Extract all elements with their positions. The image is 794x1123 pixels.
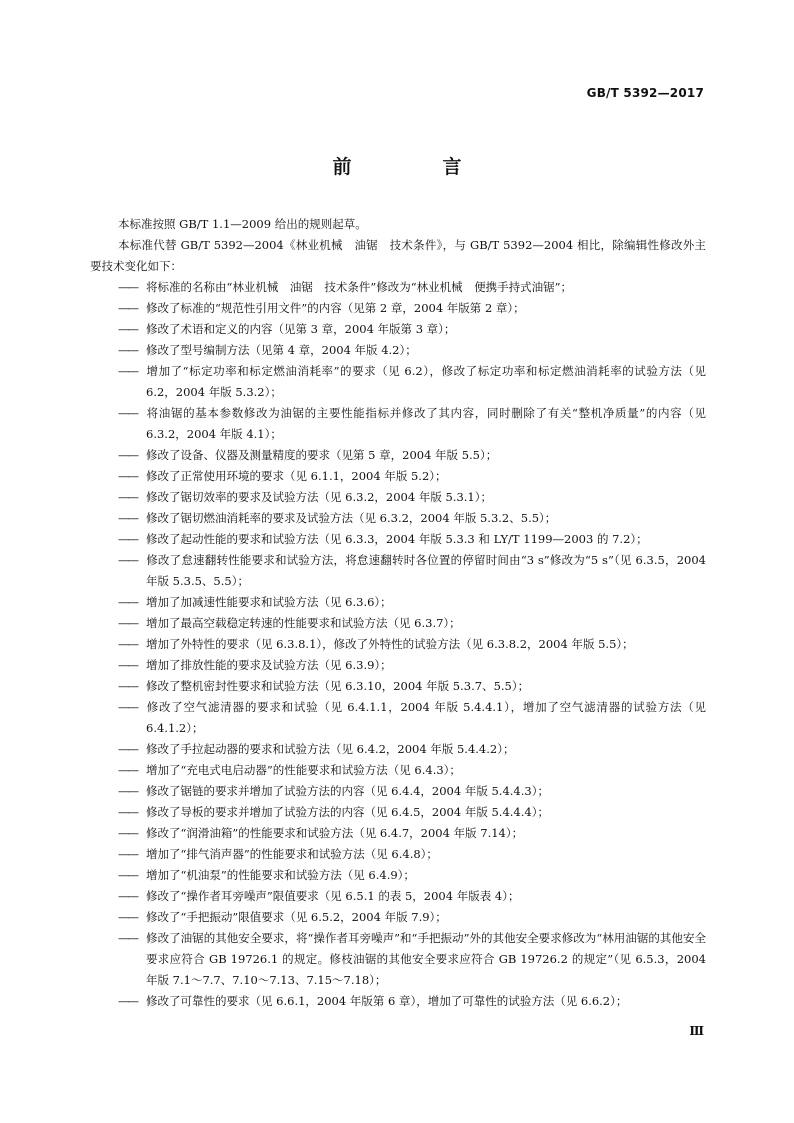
list-item <box>90 928 706 991</box>
list-dash: —— <box>118 280 137 294</box>
list-item <box>90 907 706 928</box>
list-item <box>90 802 706 823</box>
list-item <box>90 340 706 361</box>
page-title: 前 言 <box>332 156 498 178</box>
list-dash: —— <box>118 511 137 525</box>
list-dash: —— <box>118 868 137 882</box>
standard-code-header: GB/T 5392—2017 <box>586 86 704 100</box>
list-dash: —— <box>118 826 137 840</box>
list-item <box>90 613 706 634</box>
list-dash: —— <box>118 553 137 567</box>
list-item-text: 修改了锯切效率的要求及试验方法（见 6.3.2，2004 年版 5.3.1）； <box>146 490 493 504</box>
list-dash: —— <box>118 847 137 861</box>
paragraph-replacement-statement: 本标准代替 GB/T 5392—2004《林业机械 油锯 技术条件》，与 GB/T 5392—2004 相比，除编辑性修改外主要技术变化如下： <box>90 238 706 273</box>
list-dash: —— <box>118 364 137 378</box>
list-dash: —— <box>118 616 137 630</box>
list-dash: —— <box>118 322 137 336</box>
change-list <box>90 277 706 1012</box>
list-dash: —— <box>118 910 137 924</box>
list-dash: —— <box>118 784 137 798</box>
list-item <box>90 529 706 550</box>
list-item-text: 修改了手拉起动器的要求和试验方法（见 6.4.2，2004 年版 5.4.4.2）； <box>146 742 515 756</box>
list-item-text: 修改了“润滑油箱”的性能要求和试验方法（见 6.4.7，2004 年版 7.14）； <box>146 826 524 840</box>
list-item <box>90 865 706 886</box>
list-item-text: 修改了起动性能的要求和试验方法（见 6.3.3，2004 年版 5.3.3 和 LY/T 1199—2003 的 7.2）； <box>146 532 648 546</box>
list-dash: —— <box>118 994 137 1008</box>
list-item <box>90 277 706 298</box>
list-item-text: 修改了正常使用环境的要求（见 6.1.1，2004 年版 5.2）； <box>146 469 447 483</box>
list-dash: —— <box>118 805 137 819</box>
list-item-text: 增加了加减速性能要求和试验方法（见 6.3.6）； <box>146 595 392 609</box>
list-dash: —— <box>118 469 137 483</box>
list-item <box>90 676 706 697</box>
list-item-text: 修改了术语和定义的内容（见第 3 章，2004 年版第 3 章）； <box>146 322 456 336</box>
list-item-text: 增加了“排气消声器”的性能要求和试验方法（见 6.4.8）； <box>146 847 438 861</box>
list-item-text: 增加了“标定功率和标定燃油消耗率”的要求（见 6.2），修改了标定功率和标定燃油消耗率的试验方法（见 6.2，2004 年版 5.3.2）； <box>146 364 706 399</box>
list-item <box>90 739 706 760</box>
list-item-text: 增加了“充电式电启动器”的性能要求和试验方法（见 6.4.3）； <box>146 763 461 777</box>
list-dash: —— <box>118 931 137 945</box>
list-item <box>90 592 706 613</box>
list-item-text: 将标准的名称由“林业机械 油锯 技术条件”修改为“林业机械 便携手持式油锯”； <box>146 280 573 294</box>
list-item-text: 修改了可靠性的要求（见 6.6.1，2004 年版第 6 章），增加了可靠性的试验方法（见 6.6.2）； <box>146 994 628 1008</box>
paragraph-drafting-rules: 本标准按照 GB/T 1.1—2009 给出的规则起草。 <box>118 217 367 231</box>
list-item-text: 修改了标准的“规范性引用文件”的内容（见第 2 章，2004 年版第 2 章）； <box>146 301 525 315</box>
list-item <box>90 298 706 319</box>
list-item-text: 修改了“操作者耳旁噪声”限值要求（见 6.5.1 的表 5，2004 年版表 4）； <box>146 889 520 903</box>
list-item <box>90 487 706 508</box>
list-item <box>90 655 706 676</box>
list-item-text: 增加了外特性的要求（见 6.3.8.1），修改了外特性的试验方法（见 6.3.8.2，2004 年版 5.5）； <box>146 637 634 651</box>
list-item <box>90 466 706 487</box>
list-item <box>90 445 706 466</box>
list-item <box>90 886 706 907</box>
list-dash: —— <box>118 763 137 777</box>
list-dash: —— <box>118 490 137 504</box>
list-item <box>90 781 706 802</box>
list-item-text: 修改了“手把振动”限值要求（见 6.5.2，2004 年版 7.9）； <box>146 910 447 924</box>
list-item <box>90 991 706 1012</box>
list-item <box>90 823 706 844</box>
list-item-text: 修改了怠速翻转性能要求和试验方法，将怠速翻转时各位置的停留时间由“3 s”修改为“5 s”（见 6.3.5，2004 年版 5.3.5、5.5）； <box>146 553 706 588</box>
list-dash: —— <box>118 406 137 420</box>
list-item-text: 修改了空气滤清器的要求和试验（见 6.4.1.1，2004 年版 5.4.4.1），增加了空气滤清器的试验方法（见 6.4.1.2）； <box>146 700 706 735</box>
list-item-text: 增加了最高空载稳定转速的性能要求和试验方法（见 6.3.7）； <box>146 616 461 630</box>
list-item <box>90 634 706 655</box>
list-item <box>90 319 706 340</box>
list-dash: —— <box>118 679 137 693</box>
list-dash: —— <box>118 595 137 609</box>
list-item-text: 修改了导板的要求并增加了试验方法的内容（见 6.4.5，2004 年版 5.4.4.4）； <box>146 805 549 819</box>
list-dash: —— <box>118 658 137 672</box>
list-dash: —— <box>118 889 137 903</box>
list-dash: —— <box>118 301 137 315</box>
list-item-text: 修改了锯切燃油消耗率的要求及试验方法（见 6.3.2，2004 年版 5.3.2、5.5）； <box>146 511 557 525</box>
list-dash: —— <box>118 532 137 546</box>
list-item-text: 修改了整机密封性要求和试验方法（见 6.3.10，2004 年版 5.3.7、5.5）； <box>146 679 530 693</box>
list-item <box>90 550 706 592</box>
list-dash: —— <box>118 637 137 651</box>
list-item <box>90 403 706 445</box>
list-dash: —— <box>118 448 137 462</box>
list-dash: —— <box>118 700 137 714</box>
list-item <box>90 361 706 403</box>
list-item <box>90 844 706 865</box>
list-item <box>90 697 706 739</box>
foreword-body <box>90 214 706 1012</box>
list-item-text: 将油锯的基本参数修改为油锯的主要性能指标并修改了其内容，同时删除了有关“整机净质量”的内容（见 6.3.2，2004 年版 4.1）； <box>146 406 706 441</box>
list-item <box>90 508 706 529</box>
list-dash: —— <box>118 343 137 357</box>
list-item <box>90 760 706 781</box>
page-number: Ⅲ <box>689 1024 704 1038</box>
list-item-text: 修改了油锯的其他安全要求，将“操作者耳旁噪声”和“手把振动”外的其他安全要求修改为“林用油锯的其他安全要求应符合 GB 19726.1 的规定。修枝油锯的其他安全要求应符合 GB 19726.2 的规定”（见 6.5.3，2004 年版 7.1～7.7、7.10～7.13、7.15～7.18）； <box>146 931 706 987</box>
list-dash: —— <box>118 742 137 756</box>
list-item-text: 修改了型号编制方法（见第 4 章，2004 年版 4.2）； <box>146 343 417 357</box>
list-item-text: 增加了排放性能的要求及试验方法（见 6.3.9）； <box>146 658 392 672</box>
list-item-text: 增加了“机油泵”的性能要求和试验方法（见 6.4.9）； <box>146 868 415 882</box>
list-item-text: 修改了设备、仪器及测量精度的要求（见第 5 章，2004 年版 5.5）； <box>146 448 498 462</box>
list-item-text: 修改了锯链的要求并增加了试验方法的内容（见 6.4.4，2004 年版 5.4.4.3）； <box>146 784 549 798</box>
